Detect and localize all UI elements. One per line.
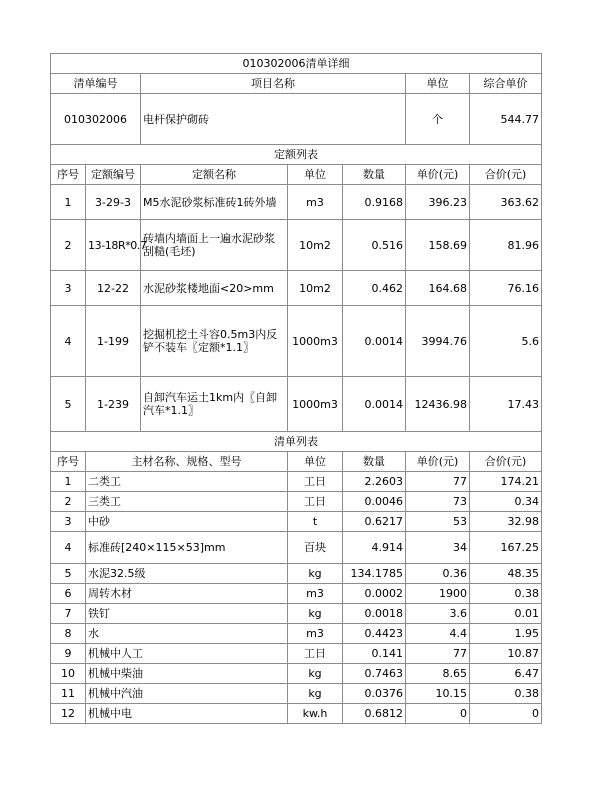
- quota-unit: 10m2: [288, 220, 343, 271]
- quota-unit: 1000m3: [288, 377, 343, 432]
- bill-code-header: 清单编号: [51, 74, 141, 94]
- material-unit-price: 34: [406, 532, 470, 564]
- material-name: 机械中柴油: [86, 664, 288, 684]
- quota-total: 81.96: [470, 220, 542, 271]
- material-unit-price: 8.65: [406, 664, 470, 684]
- material-qty: 0.0002: [343, 584, 406, 604]
- quota-total: 5.6: [470, 306, 542, 377]
- quota-seq: 4: [51, 306, 86, 377]
- material-row: [51, 472, 542, 492]
- quota-code-header: 定额编号: [86, 165, 141, 185]
- material-total-header: 合价(元): [470, 452, 542, 472]
- material-unit-price: 77: [406, 472, 470, 492]
- quota-name: M5水泥砂浆标准砖1砖外墙: [141, 185, 288, 220]
- material-unit: m3: [288, 584, 343, 604]
- material-total: 167.25: [470, 532, 542, 564]
- quota-seq: 1: [51, 185, 86, 220]
- material-unit: kg: [288, 604, 343, 624]
- material-row: [51, 492, 542, 512]
- bill-name-header: 项目名称: [141, 74, 406, 94]
- material-unit: kw.h: [288, 704, 343, 724]
- material-total: 32.98: [470, 512, 542, 532]
- material-seq: 5: [51, 564, 86, 584]
- quota-name: 自卸汽车运土1km内〖自卸汽车*1.1〗: [141, 377, 288, 432]
- material-row: [51, 664, 542, 684]
- material-name: 三类工: [86, 492, 288, 512]
- material-unit-price: 4.4: [406, 624, 470, 644]
- material-rows: [51, 472, 542, 724]
- quota-unit-price: 3994.76: [406, 306, 470, 377]
- bill-unit: 个: [406, 94, 470, 145]
- material-unit: kg: [288, 664, 343, 684]
- bill-detail-table: [50, 53, 542, 724]
- material-seq: 7: [51, 604, 86, 624]
- material-name: 二类工: [86, 472, 288, 492]
- bill-unit-header: 单位: [406, 74, 470, 94]
- material-section-title: 清单列表: [51, 432, 542, 452]
- bill-price-header: 综合单价: [470, 74, 542, 94]
- quota-total: 76.16: [470, 271, 542, 306]
- material-seq: 8: [51, 624, 86, 644]
- material-name: 机械中电: [86, 704, 288, 724]
- material-qty: 134.1785: [343, 564, 406, 584]
- quota-code: 13-18R*0.7: [86, 220, 141, 271]
- material-unit-price: 77: [406, 644, 470, 664]
- material-unit: t: [288, 512, 343, 532]
- quota-qty-header: 数量: [343, 165, 406, 185]
- material-name: 铁钉: [86, 604, 288, 624]
- quota-unit: 1000m3: [288, 306, 343, 377]
- material-qty: 2.2603: [343, 472, 406, 492]
- quota-code: 3-29-3: [86, 185, 141, 220]
- quota-seq: 5: [51, 377, 86, 432]
- material-name: 周转木材: [86, 584, 288, 604]
- quota-row: [51, 377, 542, 432]
- quota-total-header: 合价(元): [470, 165, 542, 185]
- material-name: 机械中汽油: [86, 684, 288, 704]
- quota-name: 砖墙内墙面上一遍水泥砂浆刮糙(毛坯): [141, 220, 288, 271]
- material-unit: 工日: [288, 492, 343, 512]
- material-unit-price: 53: [406, 512, 470, 532]
- material-unit: kg: [288, 684, 343, 704]
- material-qty: 0.6217: [343, 512, 406, 532]
- quota-qty: 0.9168: [343, 185, 406, 220]
- quota-total: 363.62: [470, 185, 542, 220]
- quota-qty: 0.0014: [343, 377, 406, 432]
- material-unit-price: 3.6: [406, 604, 470, 624]
- material-unit-price-header: 单价(元): [406, 452, 470, 472]
- material-seq: 6: [51, 584, 86, 604]
- material-unit-price: 73: [406, 492, 470, 512]
- material-row: [51, 532, 542, 564]
- bill-name: 电杆保护砌砖: [141, 94, 406, 145]
- quota-row: [51, 271, 542, 306]
- bill-header-row: [51, 74, 542, 94]
- material-qty: 0.141: [343, 644, 406, 664]
- bill-price: 544.77: [470, 94, 542, 145]
- quota-unit: m3: [288, 185, 343, 220]
- quota-seq-header: 序号: [51, 165, 86, 185]
- quota-seq: 3: [51, 271, 86, 306]
- material-total: 1.95: [470, 624, 542, 644]
- material-unit: kg: [288, 564, 343, 584]
- quota-unit-price: 12436.98: [406, 377, 470, 432]
- quota-total: 17.43: [470, 377, 542, 432]
- material-row: [51, 624, 542, 644]
- material-seq: 10: [51, 664, 86, 684]
- material-total: 0.38: [470, 584, 542, 604]
- material-name-header: 主材名称、规格、型号: [86, 452, 288, 472]
- material-qty: 0.4423: [343, 624, 406, 644]
- material-unit: 工日: [288, 644, 343, 664]
- quota-unit-price-header: 单价(元): [406, 165, 470, 185]
- material-seq: 11: [51, 684, 86, 704]
- material-total: 174.21: [470, 472, 542, 492]
- material-qty: 0.6812: [343, 704, 406, 724]
- material-qty: 0.0046: [343, 492, 406, 512]
- title-row: [51, 54, 542, 74]
- material-total: 6.47: [470, 664, 542, 684]
- material-row: [51, 644, 542, 664]
- quota-row: [51, 220, 542, 271]
- sheet-title: 010302006清单详细: [51, 54, 542, 74]
- material-row: [51, 584, 542, 604]
- quota-code: 1-239: [86, 377, 141, 432]
- material-qty: 0.0018: [343, 604, 406, 624]
- material-name: 标准砖[240×115×53]mm: [86, 532, 288, 564]
- material-qty-header: 数量: [343, 452, 406, 472]
- quota-unit-price: 158.69: [406, 220, 470, 271]
- material-seq: 2: [51, 492, 86, 512]
- material-seq: 4: [51, 532, 86, 564]
- material-unit-header: 单位: [288, 452, 343, 472]
- material-seq-header: 序号: [51, 452, 86, 472]
- quota-row: [51, 185, 542, 220]
- quota-qty: 0.462: [343, 271, 406, 306]
- quota-name: 水泥砂浆楼地面<20>mm: [141, 271, 288, 306]
- material-unit-price: 0.36: [406, 564, 470, 584]
- material-row: [51, 564, 542, 584]
- material-total: 48.35: [470, 564, 542, 584]
- bill-row: [51, 94, 542, 145]
- quota-row: [51, 306, 542, 377]
- material-name: 水泥32.5级: [86, 564, 288, 584]
- material-unit: 百块: [288, 532, 343, 564]
- material-qty: 4.914: [343, 532, 406, 564]
- bill-code: 010302006: [51, 94, 141, 145]
- material-row: [51, 512, 542, 532]
- quota-name-header: 定额名称: [141, 165, 288, 185]
- material-total: 0.38: [470, 684, 542, 704]
- material-total: 0.34: [470, 492, 542, 512]
- material-seq: 9: [51, 644, 86, 664]
- quota-code: 1-199: [86, 306, 141, 377]
- material-unit: 工日: [288, 472, 343, 492]
- quota-code: 12-22: [86, 271, 141, 306]
- material-total: 0: [470, 704, 542, 724]
- material-row: [51, 604, 542, 624]
- quota-qty: 0.516: [343, 220, 406, 271]
- material-unit: m3: [288, 624, 343, 644]
- material-name: 水: [86, 624, 288, 644]
- material-seq: 3: [51, 512, 86, 532]
- material-qty: 0.0376: [343, 684, 406, 704]
- material-row: [51, 704, 542, 724]
- material-seq: 12: [51, 704, 86, 724]
- material-total: 10.87: [470, 644, 542, 664]
- material-total: 0.01: [470, 604, 542, 624]
- material-name: 中砂: [86, 512, 288, 532]
- material-section-row: [51, 432, 542, 452]
- material-row: [51, 684, 542, 704]
- quota-unit-header: 单位: [288, 165, 343, 185]
- material-unit-price: 10.15: [406, 684, 470, 704]
- material-seq: 1: [51, 472, 86, 492]
- quota-section-title: 定额列表: [51, 145, 542, 165]
- quota-section-row: [51, 145, 542, 165]
- material-header-row: [51, 452, 542, 472]
- quota-qty: 0.0014: [343, 306, 406, 377]
- material-qty: 0.7463: [343, 664, 406, 684]
- material-unit-price: 1900: [406, 584, 470, 604]
- material-unit-price: 0: [406, 704, 470, 724]
- quota-header-row: [51, 165, 542, 185]
- quota-seq: 2: [51, 220, 86, 271]
- quota-unit: 10m2: [288, 271, 343, 306]
- quota-name: 挖掘机挖土斗容0.5m3内反铲不装车〖定额*1.1〗: [141, 306, 288, 377]
- quota-unit-price: 164.68: [406, 271, 470, 306]
- quota-unit-price: 396.23: [406, 185, 470, 220]
- material-name: 机械中人工: [86, 644, 288, 664]
